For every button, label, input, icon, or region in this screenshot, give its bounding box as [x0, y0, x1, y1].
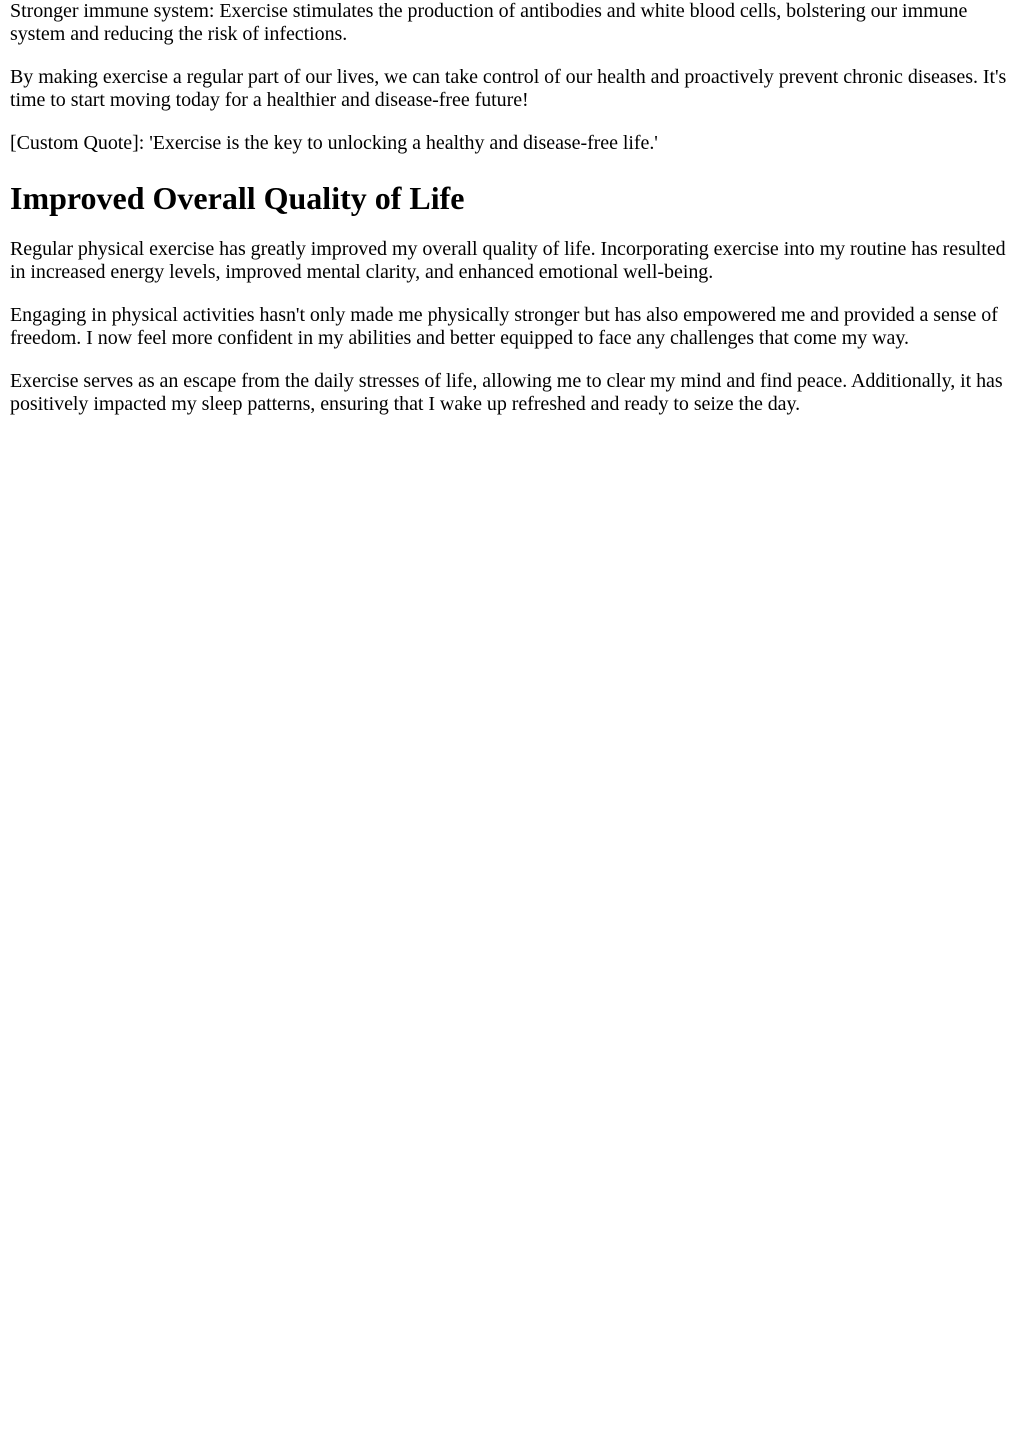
- quality-of-life-paragraph-2: Engaging in physical activities hasn't only made me physically stronger but has also empowered me and provided a sense of freedom. I now feel more confident in my abilities and better equipped to face any challenges that come my way.: [10, 304, 998, 349]
- immune-system-paragraph: Stronger immune system: Exercise stimulates the production of antibodies and white blood cells, bolstering our immune system and reducing the risk of infections.: [10, 0, 968, 45]
- quality-of-life-heading: Improved Overall Quality of Life: [10, 180, 465, 216]
- regular-exercise-paragraph: By making exercise a regular part of our lives, we can take control of our health and proactively prevent chronic diseases. It's time to start moving today for a healthier and disease-free future!: [10, 66, 1007, 111]
- quality-of-life-paragraph-3: Exercise serves as an escape from the daily stresses of life, allowing me to clear my mind and find peace. Additionally, it has positively impacted my sleep patterns, ensuring that I wake up refreshed and ready to seize the day.: [10, 370, 1003, 415]
- quality-of-life-paragraph-1: Regular physical exercise has greatly improved my overall quality of life. Incorporating exercise into my routine has resulted in increased energy levels, improved mental clarity, and enhanced emotional well-being.: [10, 238, 1006, 283]
- article-content: [10, 0, 1014, 416]
- custom-quote-paragraph: [Custom Quote]: 'Exercise is the key to unlocking a healthy and disease-free life.': [10, 132, 658, 154]
